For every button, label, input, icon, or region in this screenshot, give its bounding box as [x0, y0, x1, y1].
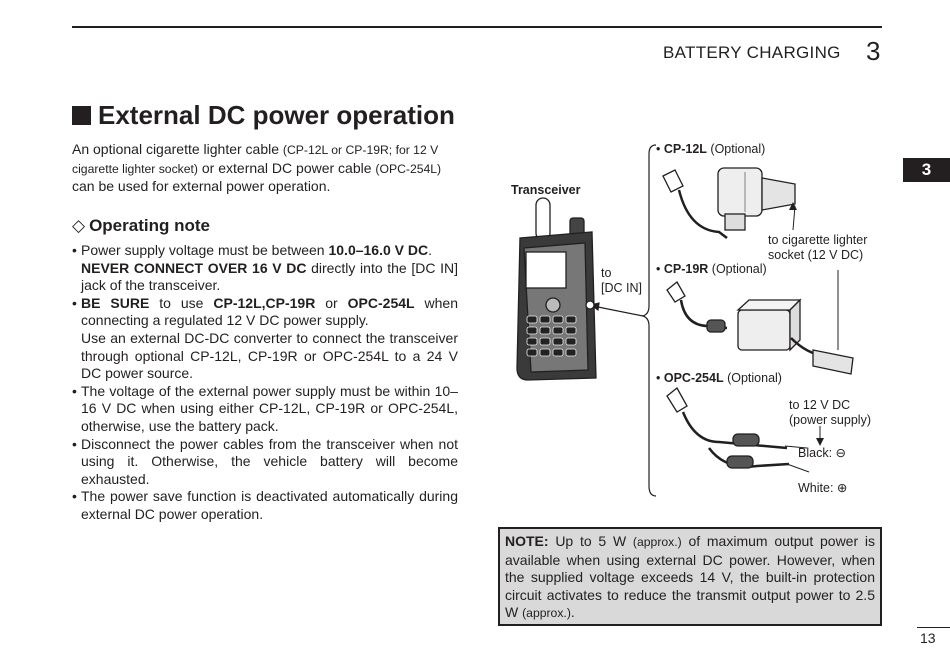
note-text: . — [570, 604, 575, 621]
note-bold: NEVER CONNECT OVER 16 V DC — [81, 259, 307, 276]
cp12l-optional: (Optional) — [706, 142, 766, 156]
note-text: . — [428, 242, 432, 258]
note-text: of maximum output power is available when using external DC power. However, when the supplied voltage exceeds 14 V, the built-in protection circuit activates to reduce the transmit output power to 2.5 W — [505, 533, 875, 621]
list-item — [72, 295, 458, 383]
intro-paragraph — [72, 141, 458, 196]
diamond-outline-icon: ◇ — [72, 216, 86, 235]
opc254l-cable-icon — [667, 388, 809, 472]
intro-small: (CP-12L or CP-19R; for 12 V cigarette lighter socket) — [72, 143, 439, 176]
opc254l-optional: (Optional) — [723, 371, 782, 385]
transceiver-label-text: Transceiver — [511, 183, 581, 197]
cigarette-socket-line: to cigarette lighter — [768, 233, 868, 247]
note-text: or — [315, 294, 348, 311]
note-label: NOTE: — [505, 533, 549, 549]
operating-notes-list — [72, 242, 458, 524]
intro-text: can be used for external power operation. — [72, 178, 331, 195]
list-item: • Disconnect the power cables from the transceiver when not using it. Otherwise, the vehicle battery will become exhausted. — [72, 436, 458, 489]
page-heading-text: External DC power operation — [98, 100, 455, 130]
note-text: Power supply voltage must be between — [81, 242, 329, 258]
intro-text: or external DC power cable — [198, 159, 376, 176]
cp12l-label: • CP-12L (Optional) — [656, 142, 766, 156]
note-bold: CP-12L,CP-19R — [213, 294, 316, 311]
note-small: (approx.) — [522, 606, 571, 621]
transceiver-label — [511, 183, 581, 198]
cp19r-name: CP-19R — [663, 262, 709, 276]
note-box — [498, 527, 882, 626]
white-wire-label: White: ⊕ — [798, 481, 848, 495]
chapter-number: 3 — [866, 36, 881, 66]
cigarette-socket-line: socket (12 V DC) — [768, 248, 864, 262]
list-item — [72, 242, 458, 295]
note-bold: 10.0–16.0 V DC — [328, 242, 429, 258]
note-text: directly into the [DC IN] jack of the transceiver. — [81, 259, 458, 294]
note-text: to use — [149, 294, 214, 311]
cp12l-cable-icon — [663, 168, 795, 238]
cp19r-label: • CP-19R (Optional) — [656, 262, 767, 276]
page-number: 13 — [920, 630, 936, 646]
dc-supply-line: to 12 V DC — [789, 398, 851, 412]
dc-supply-line: (power supply) — [789, 413, 871, 427]
note-text: when connecting a regulated 12 V DC power supply. — [81, 294, 458, 329]
dc-in-label-line: [DC IN] — [601, 281, 642, 295]
section-title: BATTERY CHARGING — [663, 43, 841, 62]
page-heading — [72, 100, 455, 131]
dc-in-label-line: to — [601, 266, 612, 280]
cigarette-socket-label — [768, 233, 867, 263]
note-paragraph: Use an external DC-DC converter to connect the transceiver through optional CP-12L, CP-19R or OPC-254L to a 24 V DC power source. — [81, 329, 458, 382]
black-wire-label: Black: ⊖ — [798, 446, 846, 460]
square-bullet-icon — [72, 106, 91, 125]
note-text: Up to 5 W — [548, 533, 633, 549]
list-item: • The voltage of the external power supply must be within 10–16 V DC when using either CP-12L, CP-19R or OPC-254L, otherwise, use the battery pack. — [72, 383, 458, 436]
transceiver-icon — [517, 198, 596, 380]
opc254l-name: OPC-254L — [663, 371, 724, 385]
chapter-tab: 3 — [903, 158, 950, 182]
arrow-icon — [816, 438, 824, 446]
header-rule — [72, 26, 882, 28]
note-bold: BE SURE — [81, 294, 150, 311]
dc-supply-label — [789, 398, 871, 428]
note-bold: OPC-254L — [347, 294, 415, 311]
intro-text: An optional cigarette lighter cable — [72, 141, 283, 157]
cp12l-name: CP-12L — [663, 142, 707, 156]
dc-in-pointer — [593, 306, 643, 316]
cp19r-cable-icon — [667, 282, 853, 374]
list-item: • The power save function is deactivated automatically during external DC power operation. — [72, 488, 458, 523]
opc254l-label: • OPC-254L (Optional) — [656, 371, 782, 385]
dc-in-label — [601, 266, 642, 296]
diagram-bracket — [643, 145, 656, 496]
connection-diagram — [495, 130, 895, 500]
subheading — [72, 216, 210, 236]
note-small: (approx.) — [632, 535, 682, 549]
footer-rule — [917, 627, 950, 628]
note-paragraph — [81, 260, 458, 295]
subheading-text: Operating note — [89, 216, 210, 235]
cp19r-optional: (Optional) — [708, 262, 767, 276]
intro-small: (OPC-254L) — [375, 161, 442, 176]
